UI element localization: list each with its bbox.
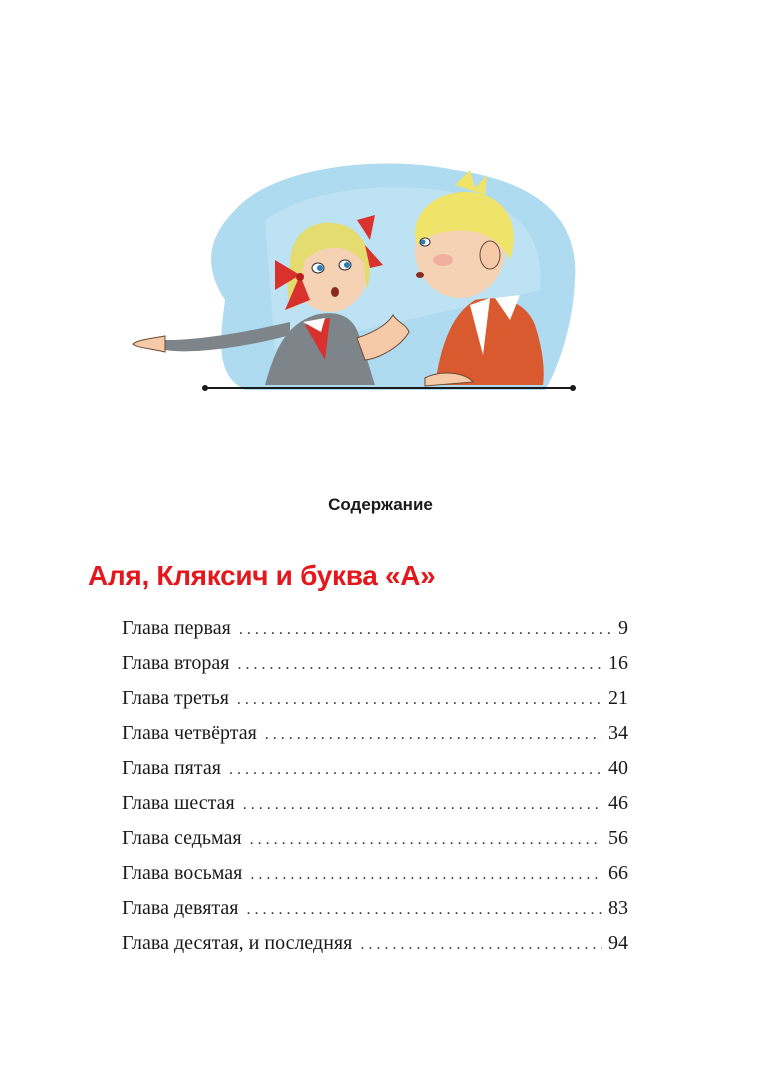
chapter-label: Глава седьмая	[122, 827, 242, 849]
page-number: 34	[608, 722, 628, 744]
dot-leader	[237, 656, 602, 680]
dot-leader	[250, 866, 602, 890]
toc-row[interactable]	[122, 757, 628, 792]
page-number: 16	[608, 652, 628, 674]
chapter-label: Глава первая	[122, 617, 231, 639]
dot-leader	[360, 936, 602, 960]
page-number: 46	[608, 792, 628, 814]
page-number: 40	[608, 757, 628, 779]
chapter-label: Глава третья	[122, 687, 229, 709]
dot-leader	[250, 831, 602, 855]
chapter-label: Глава шестая	[122, 792, 235, 814]
dot-leader	[239, 621, 612, 645]
girl-and-boy-illustration	[125, 150, 605, 410]
toc-row[interactable]	[122, 652, 628, 687]
toc-row[interactable]	[122, 722, 628, 757]
chapter-label: Глава четвёртая	[122, 722, 257, 744]
chapter-label: Глава десятая, и последняя	[122, 932, 353, 954]
contents-heading: Содержание	[328, 495, 433, 514]
toc-row[interactable]	[122, 827, 628, 862]
toc-row[interactable]	[122, 687, 628, 722]
dot-leader	[237, 691, 602, 715]
toc-row[interactable]	[122, 617, 628, 652]
chapter-label: Глава пятая	[122, 757, 221, 779]
table-of-contents	[122, 617, 628, 967]
toc-row[interactable]	[122, 897, 628, 932]
page-number: 56	[608, 827, 628, 849]
dot-leader	[229, 761, 602, 785]
page-number: 94	[608, 932, 628, 954]
page-number: 83	[608, 897, 628, 919]
chapter-label: Глава восьмая	[122, 862, 243, 884]
dot-leader	[246, 901, 602, 925]
toc-row[interactable]	[122, 862, 628, 897]
toc-row[interactable]	[122, 792, 628, 827]
dot-leader	[265, 726, 602, 750]
chapter-label: Глава девятая	[122, 897, 239, 919]
book-title: Аля, Кляксич и буква «А»	[88, 560, 436, 591]
page-number: 21	[608, 687, 628, 709]
toc-row[interactable]	[122, 932, 628, 967]
dot-leader	[243, 796, 602, 820]
chapter-label: Глава вторая	[122, 652, 230, 674]
page-number: 9	[618, 617, 628, 639]
page-number: 66	[608, 862, 628, 884]
